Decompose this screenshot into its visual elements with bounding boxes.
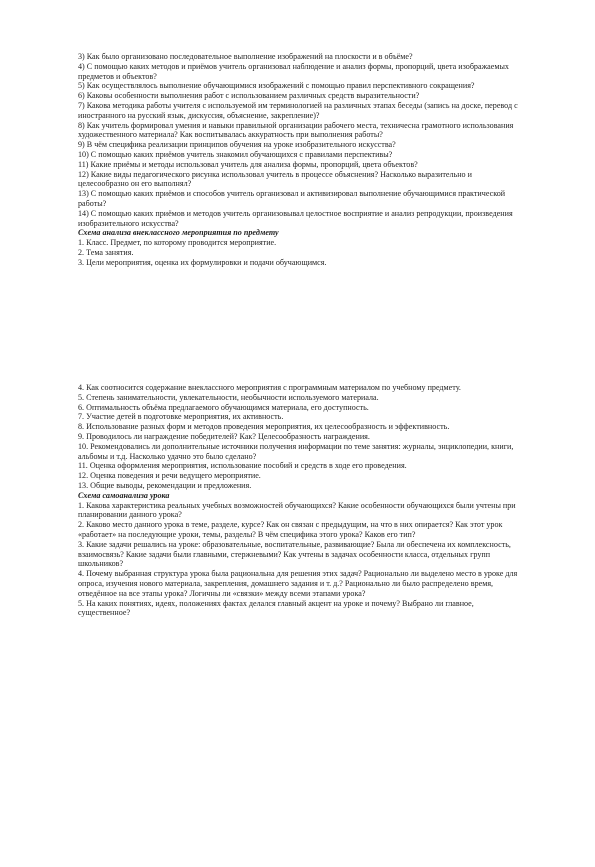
- text-block-bottom: [78, 383, 518, 618]
- paragraph-line: 3) Как было организовано последовательное выполнение изображений на плоскости и в объёме?: [78, 52, 413, 61]
- paragraph-line: 4. Почему выбранная структура урока была рациональна для решения этих задач? Рационально ли выделено место в уроке для опроса, изучения нового материала, закрепления, домашнего задания и т. д.? Рационально ли было распределено время, отведённое на все этапы урока? Логичны ли «связки» между всеми этапами урока?: [78, 569, 518, 598]
- paragraph-line: 12. Оценка поведения и речи ведущего мероприятие.: [78, 471, 261, 481]
- paragraph-line: 6) Каковы особенности выполнения работ с использованием различных средств выразительности?: [78, 91, 420, 101]
- paragraph-line: 6. Оптимальность объёма предлагаемого обучающимся материала, его доступность.: [78, 402, 369, 412]
- paragraph-line: 2. Каково место данного урока в теме, разделе, курсе? Как он связан с предыдущим, на что в них опирается? Как этот урок «работает» на последующие уроки, темы, разделы? В чём специфика этого урока? Каков его тип?: [78, 520, 503, 539]
- paragraph-line: 11. Оценка оформления мероприятия, использование пособий и средств в ходе его проведения.: [78, 461, 407, 471]
- text-block-top: [78, 52, 518, 268]
- paragraph-line: 9) В чём специфика реализации принципов обучения на уроке изобразительного искусства?: [78, 140, 396, 150]
- paragraph-line: 14) С помощью каких приёмов и методов учитель организовывал целостное восприятие и анализ репродукции, произведения изобразительного искусства?: [78, 208, 513, 228]
- paragraph-line: 7. Участие детей в подготовке мероприятия, их активность.: [78, 412, 284, 422]
- paragraph-line: 5. Степень занимательности, увлекательности, необычности используемого материала.: [78, 392, 379, 402]
- section-heading: Схема самоанализа урока: [78, 490, 170, 500]
- paragraph-line: 13. Общие выводы, рекомендации и предложения.: [78, 480, 252, 490]
- paragraph-line: 8. Использование разных форм и методов проведения мероприятия, их целесообразность и эффективность.: [78, 422, 450, 432]
- paragraph-line: 5. На каких понятиях, идеях, положениях фактах делался главный акцент на уроке и почему? Выбрано ли главное, существенное?: [78, 598, 474, 618]
- paragraph-line: 7) Какова методика работы учителя с используемой им терминологией на различных этапах беседы (запись на доске, перевод с иностранного на русский язык, дискуссия, объяснение, закрепление)?: [78, 100, 518, 120]
- paragraph-line: 11) Какие приёмы и методы использовал учитель для анализа формы, пропорций, цвета объектов?: [78, 159, 418, 169]
- paragraph-line: 1. Какова характеристика реальных учебных возможностей обучающихся? Какие особенности обучающихся были учтены при планировании данного урока?: [78, 500, 516, 520]
- paragraph-line: 9. Проводилось ли награждение победителей? Как? Целесообразность награждения.: [78, 431, 370, 441]
- paragraph-line: 12) Какие виды педагогического рисунка использовал учитель в процессе объяснения? Насколько выразительно и целесообразно он его выполнял?: [78, 169, 472, 189]
- paragraph-line: 2. Тема занятия.: [78, 247, 134, 257]
- paragraph-line: 8) Как учитель формировал умения и навыки правильной организации рабочего места, техничесна грамотного использования художественного материала? Как воспитывалась аккуратность при выполнения работы?: [78, 120, 514, 140]
- paragraph-line: 10. Рекомендовались ли дополнительные источники получения информации по теме занятия: журналы, энциклопедии, книги, альбомы и т.д. Насколько удачно это было сделано?: [78, 441, 514, 461]
- paragraph-line: 1. Класс. Предмет, по которому проводится мероприятие.: [78, 238, 277, 248]
- paragraph-line: 10) С помощью каких приёмов учитель знакомил обучающихся с правилами перспективы?: [78, 149, 393, 159]
- paragraph-line: 3. Какие задачи решались на уроке: образовательные, воспитательные, развивающие? Была ли обеспечена их комплексность, взаимосвязь? Какие задачи были главными, стержневыми? Как учтены в задачах особенности класса, отдельных групп школьников?: [78, 539, 511, 569]
- paragraph-line: 4) С помощью каких методов и приёмов учитель организовал наблюдение и анализ формы, пропорций, цвета изображаемых предметов и объектов?: [78, 61, 509, 81]
- paragraph-line: 3. Цели мероприятия, оценка их формулировки и подачи обучающимся.: [78, 257, 327, 267]
- paragraph-line: 5) Как осуществлялось выполнение обучающимися изображений с помощью правил перспективного сокращения?: [78, 81, 475, 91]
- section-heading: Схема анализа внеклассного мероприятия по предмету: [78, 228, 279, 238]
- paragraph-line: 13) С помощью каких приёмов и способов учитель организовал и активизировал выполнение обучающимися практической работы?: [78, 189, 506, 208]
- paragraph-line: 4. Как соотносится содержание внеклассного мероприятия с программным материалом по учебному предмету.: [78, 383, 461, 392]
